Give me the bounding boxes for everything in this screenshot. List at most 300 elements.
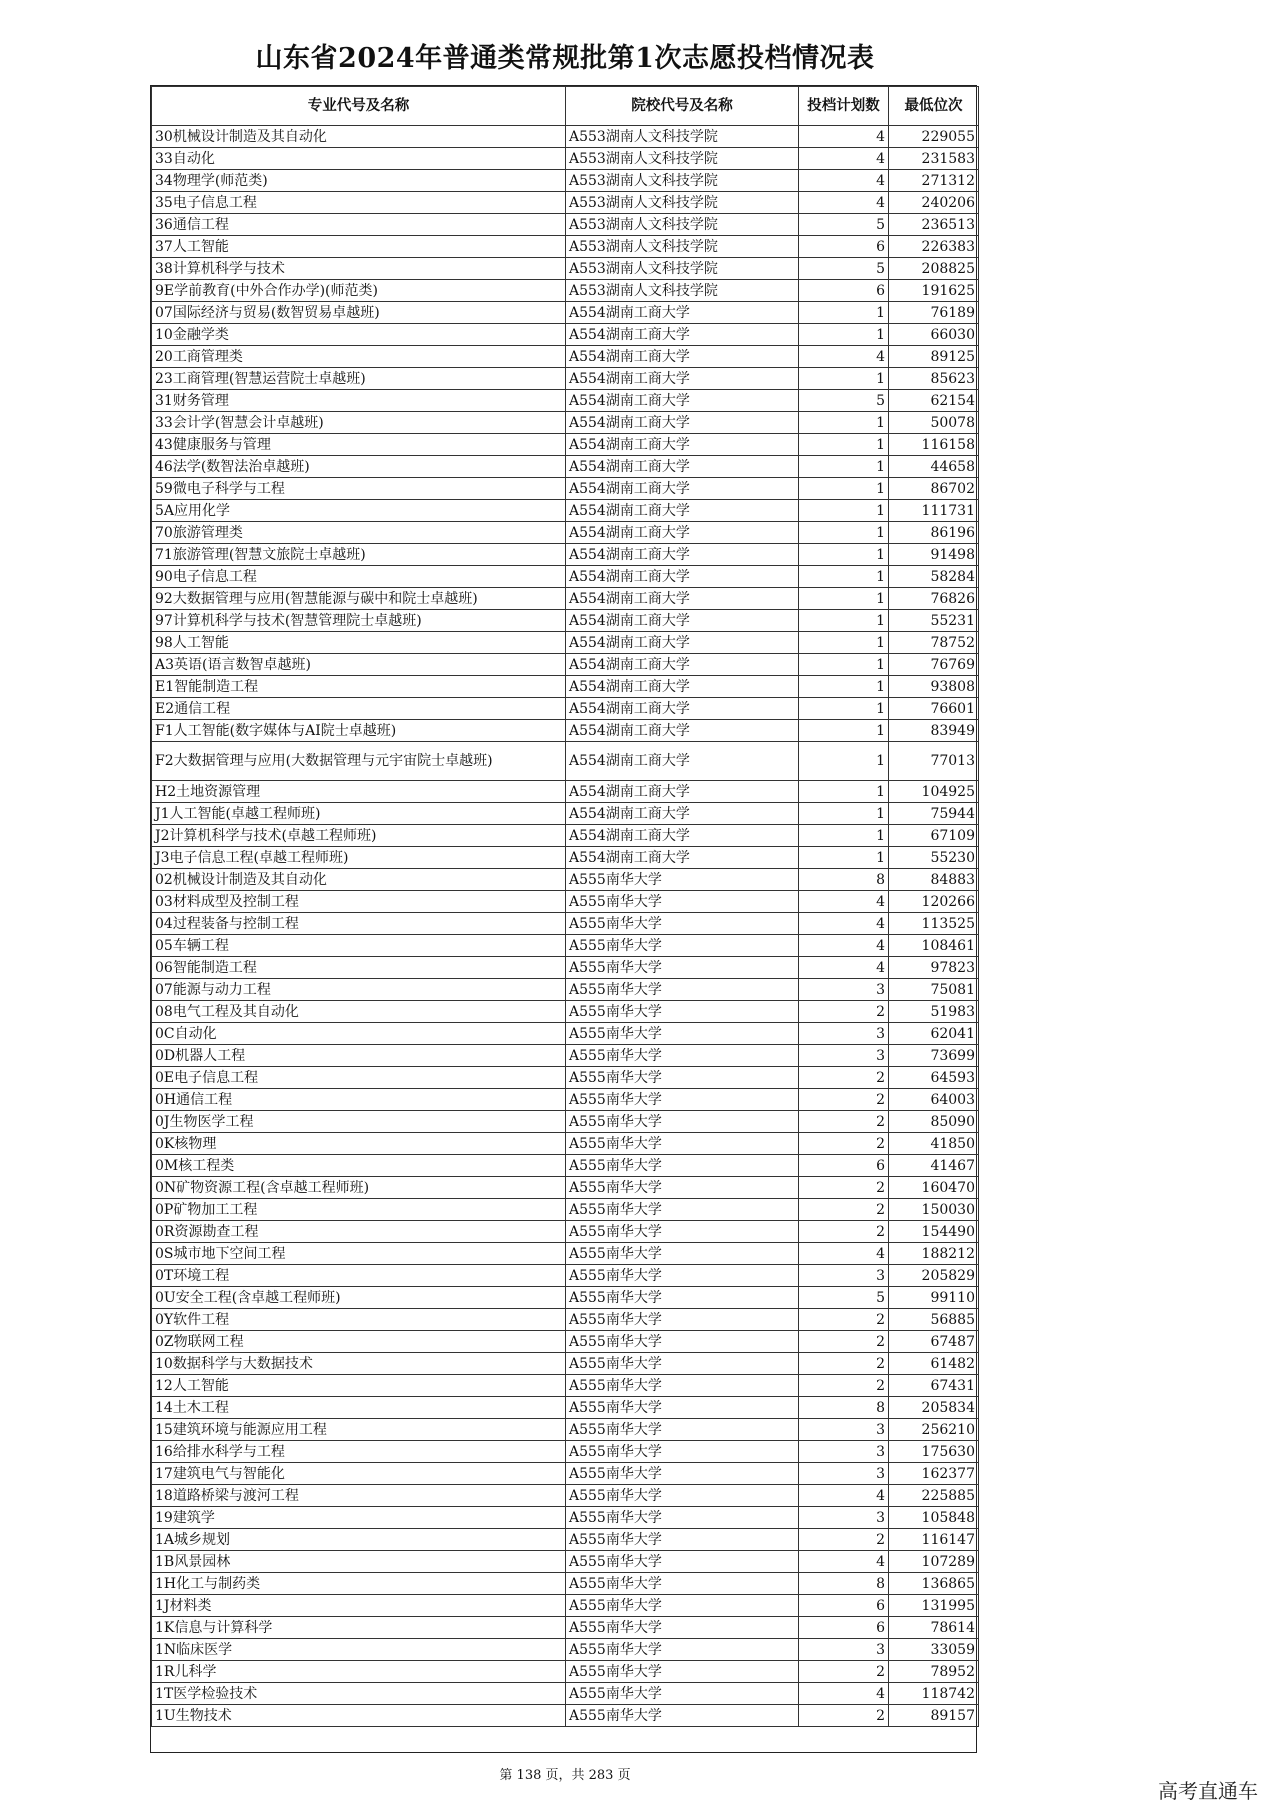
cell-major: 12人工智能	[152, 1375, 566, 1397]
cell-plan: 3	[799, 1441, 889, 1463]
cell-major: 07能源与动力工程	[152, 979, 566, 1001]
cell-major: F1人工智能(数字媒体与AI院士卓越班)	[152, 720, 566, 742]
cell-min-rank: 188212	[889, 1243, 979, 1265]
cell-school: A554湖南工商大学	[566, 654, 799, 676]
cell-school: A555南华大学	[566, 1485, 799, 1507]
cell-school: A554湖南工商大学	[566, 742, 799, 781]
cell-plan: 8	[799, 1573, 889, 1595]
cell-major: 0D机器人工程	[152, 1045, 566, 1067]
cell-plan: 2	[799, 1199, 889, 1221]
table-row	[152, 1573, 979, 1595]
cell-school: A555南华大学	[566, 1287, 799, 1309]
cell-min-rank: 136865	[889, 1573, 979, 1595]
table-row	[152, 1199, 979, 1221]
cell-school: A554湖南工商大学	[566, 478, 799, 500]
cell-plan: 2	[799, 1353, 889, 1375]
table-row	[152, 935, 979, 957]
table-row	[152, 258, 979, 280]
cell-plan: 3	[799, 1265, 889, 1287]
table-row	[152, 302, 979, 324]
cell-min-rank: 205829	[889, 1265, 979, 1287]
table-row	[152, 1705, 979, 1727]
admission-table	[150, 85, 977, 1753]
cell-school: A555南华大学	[566, 1023, 799, 1045]
cell-major: 30机械设计制造及其自动化	[152, 126, 566, 148]
cell-plan: 2	[799, 1309, 889, 1331]
cell-school: A554湖南工商大学	[566, 825, 799, 847]
cell-school: A554湖南工商大学	[566, 632, 799, 654]
cell-school: A554湖南工商大学	[566, 368, 799, 390]
cell-school: A554湖南工商大学	[566, 522, 799, 544]
cell-major: 35电子信息工程	[152, 192, 566, 214]
cell-major: 1T医学检验技术	[152, 1683, 566, 1705]
cell-school: A554湖南工商大学	[566, 566, 799, 588]
cell-plan: 2	[799, 1375, 889, 1397]
cell-major: 0U安全工程(含卓越工程师班)	[152, 1287, 566, 1309]
cell-plan: 1	[799, 368, 889, 390]
cell-plan: 1	[799, 324, 889, 346]
cell-school: A555南华大学	[566, 913, 799, 935]
cell-plan: 1	[799, 676, 889, 698]
table-row	[152, 346, 979, 368]
cell-plan: 1	[799, 610, 889, 632]
cell-plan: 1	[799, 478, 889, 500]
cell-plan: 6	[799, 1155, 889, 1177]
table-row	[152, 1683, 979, 1705]
cell-min-rank: 229055	[889, 126, 979, 148]
table-row	[152, 192, 979, 214]
cell-plan: 1	[799, 654, 889, 676]
cell-min-rank: 226383	[889, 236, 979, 258]
cell-min-rank: 41467	[889, 1155, 979, 1177]
cell-min-rank: 76769	[889, 654, 979, 676]
cell-major: 33自动化	[152, 148, 566, 170]
table-row	[152, 1309, 979, 1331]
cell-school: A555南华大学	[566, 1419, 799, 1441]
cell-school: A554湖南工商大学	[566, 720, 799, 742]
cell-school: A554湖南工商大学	[566, 803, 799, 825]
cell-major: 0C自动化	[152, 1023, 566, 1045]
table-row	[152, 1595, 979, 1617]
cell-major: 16给排水科学与工程	[152, 1441, 566, 1463]
table-row	[152, 412, 979, 434]
cell-major: 02机械设计制造及其自动化	[152, 869, 566, 891]
table-row	[152, 1089, 979, 1111]
cell-school: A554湖南工商大学	[566, 434, 799, 456]
cell-min-rank: 105848	[889, 1507, 979, 1529]
cell-school: A555南华大学	[566, 891, 799, 913]
cell-plan: 2	[799, 1529, 889, 1551]
cell-school: A555南华大学	[566, 1661, 799, 1683]
cell-major: 1U生物技术	[152, 1705, 566, 1727]
cell-major: 71旅游管理(智慧文旅院士卓越班)	[152, 544, 566, 566]
cell-plan: 1	[799, 522, 889, 544]
cell-major: 0E电子信息工程	[152, 1067, 566, 1089]
cell-plan: 4	[799, 935, 889, 957]
table-row	[152, 847, 979, 869]
cell-major: 1R儿科学	[152, 1661, 566, 1683]
cell-plan: 2	[799, 1089, 889, 1111]
cell-plan: 4	[799, 1243, 889, 1265]
cell-plan: 4	[799, 913, 889, 935]
cell-plan: 1	[799, 825, 889, 847]
cell-major: 18道路桥梁与渡河工程	[152, 1485, 566, 1507]
table-row	[152, 979, 979, 1001]
cell-plan: 4	[799, 891, 889, 913]
table-row	[152, 742, 979, 781]
cell-major: 03材料成型及控制工程	[152, 891, 566, 913]
cell-min-rank: 91498	[889, 544, 979, 566]
cell-min-rank: 131995	[889, 1595, 979, 1617]
table-row	[152, 1441, 979, 1463]
cell-plan: 8	[799, 1397, 889, 1419]
cell-min-rank: 64003	[889, 1089, 979, 1111]
cell-min-rank: 108461	[889, 935, 979, 957]
table-row	[152, 698, 979, 720]
cell-min-rank: 41850	[889, 1133, 979, 1155]
cell-school: A553湖南人文科技学院	[566, 236, 799, 258]
cell-major: 90电子信息工程	[152, 566, 566, 588]
cell-plan: 3	[799, 1639, 889, 1661]
cell-min-rank: 89157	[889, 1705, 979, 1727]
cell-min-rank: 84883	[889, 869, 979, 891]
cell-min-rank: 66030	[889, 324, 979, 346]
cell-plan: 4	[799, 170, 889, 192]
cell-major: 0M核工程类	[152, 1155, 566, 1177]
cell-major: 1N临床医学	[152, 1639, 566, 1661]
table-row	[152, 891, 979, 913]
cell-school: A555南华大学	[566, 1155, 799, 1177]
table-row	[152, 676, 979, 698]
table-row	[152, 1177, 979, 1199]
cell-min-rank: 76601	[889, 698, 979, 720]
cell-school: A555南华大学	[566, 1133, 799, 1155]
table-row	[152, 1507, 979, 1529]
table-row	[152, 456, 979, 478]
cell-school: A554湖南工商大学	[566, 847, 799, 869]
cell-major: 17建筑电气与智能化	[152, 1463, 566, 1485]
cell-school: A554湖南工商大学	[566, 781, 799, 803]
cell-min-rank: 175630	[889, 1441, 979, 1463]
watermark-text: 高考直通车	[1158, 1779, 1258, 1803]
cell-major: H2土地资源管理	[152, 781, 566, 803]
cell-major: 19建筑学	[152, 1507, 566, 1529]
cell-school: A555南华大学	[566, 1067, 799, 1089]
cell-school: A555南华大学	[566, 979, 799, 1001]
cell-school: A555南华大学	[566, 1243, 799, 1265]
cell-min-rank: 67109	[889, 825, 979, 847]
table-row	[152, 588, 979, 610]
cell-min-rank: 120266	[889, 891, 979, 913]
cell-min-rank: 73699	[889, 1045, 979, 1067]
table-row	[152, 610, 979, 632]
table-row	[152, 214, 979, 236]
table-row	[152, 368, 979, 390]
cell-major: 0R资源勘查工程	[152, 1221, 566, 1243]
table-row	[152, 1397, 979, 1419]
cell-school: A554湖南工商大学	[566, 302, 799, 324]
cell-major: 14土木工程	[152, 1397, 566, 1419]
cell-plan: 2	[799, 1001, 889, 1023]
cell-major: 0N矿物资源工程(含卓越工程师班)	[152, 1177, 566, 1199]
cell-school: A555南华大学	[566, 1463, 799, 1485]
cell-plan: 4	[799, 1485, 889, 1507]
cell-major: 59微电子科学与工程	[152, 478, 566, 500]
header-school: 院校代号及名称	[566, 87, 799, 126]
cell-min-rank: 62041	[889, 1023, 979, 1045]
cell-plan: 5	[799, 214, 889, 236]
cell-school: A555南华大学	[566, 1309, 799, 1331]
cell-major: 33会计学(智慧会计卓越班)	[152, 412, 566, 434]
cell-plan: 6	[799, 236, 889, 258]
cell-major: 0S城市地下空间工程	[152, 1243, 566, 1265]
cell-school: A555南华大学	[566, 1551, 799, 1573]
cell-min-rank: 56885	[889, 1309, 979, 1331]
cell-plan: 1	[799, 803, 889, 825]
table-row	[152, 825, 979, 847]
cell-major: J1人工智能(卓越工程师班)	[152, 803, 566, 825]
cell-school: A554湖南工商大学	[566, 500, 799, 522]
cell-plan: 5	[799, 258, 889, 280]
cell-min-rank: 78752	[889, 632, 979, 654]
table-row	[152, 1639, 979, 1661]
cell-school: A555南华大学	[566, 1089, 799, 1111]
table-row	[152, 803, 979, 825]
cell-school: A555南华大学	[566, 1705, 799, 1727]
cell-min-rank: 154490	[889, 1221, 979, 1243]
cell-plan: 1	[799, 698, 889, 720]
cell-school: A555南华大学	[566, 1177, 799, 1199]
cell-min-rank: 97823	[889, 957, 979, 979]
cell-major: 05车辆工程	[152, 935, 566, 957]
cell-plan: 5	[799, 1287, 889, 1309]
cell-min-rank: 33059	[889, 1639, 979, 1661]
cell-plan: 6	[799, 1617, 889, 1639]
cell-major: 97计算机科学与技术(智慧管理院士卓越班)	[152, 610, 566, 632]
table-row	[152, 1265, 979, 1287]
cell-school: A553湖南人文科技学院	[566, 170, 799, 192]
cell-school: A555南华大学	[566, 957, 799, 979]
cell-plan: 3	[799, 1023, 889, 1045]
cell-min-rank: 50078	[889, 412, 979, 434]
cell-school: A553湖南人文科技学院	[566, 280, 799, 302]
cell-min-rank: 116147	[889, 1529, 979, 1551]
cell-min-rank: 67431	[889, 1375, 979, 1397]
cell-plan: 3	[799, 1507, 889, 1529]
table-row	[152, 1155, 979, 1177]
cell-school: A553湖南人文科技学院	[566, 126, 799, 148]
cell-major: 0J生物医学工程	[152, 1111, 566, 1133]
cell-major: 06智能制造工程	[152, 957, 566, 979]
cell-major: 10金融学类	[152, 324, 566, 346]
cell-min-rank: 75081	[889, 979, 979, 1001]
table-row	[152, 126, 979, 148]
cell-plan: 4	[799, 126, 889, 148]
cell-plan: 2	[799, 1221, 889, 1243]
cell-plan: 3	[799, 1419, 889, 1441]
cell-plan: 1	[799, 412, 889, 434]
cell-major: 07国际经济与贸易(数智贸易卓越班)	[152, 302, 566, 324]
table-row	[152, 478, 979, 500]
table-row	[152, 1023, 979, 1045]
cell-min-rank: 162377	[889, 1463, 979, 1485]
header-min-rank: 最低位次	[889, 87, 979, 126]
cell-school: A554湖南工商大学	[566, 456, 799, 478]
cell-min-rank: 271312	[889, 170, 979, 192]
cell-min-rank: 78952	[889, 1661, 979, 1683]
cell-major: J2计算机科学与技术(卓越工程师班)	[152, 825, 566, 847]
cell-school: A555南华大学	[566, 1111, 799, 1133]
cell-major: 31财务管理	[152, 390, 566, 412]
cell-major: A3英语(语言数智卓越班)	[152, 654, 566, 676]
cell-school: A554湖南工商大学	[566, 698, 799, 720]
table-row	[152, 1331, 979, 1353]
table-row	[152, 1551, 979, 1573]
cell-plan: 3	[799, 979, 889, 1001]
cell-plan: 4	[799, 148, 889, 170]
table-row	[152, 1045, 979, 1067]
cell-min-rank: 76189	[889, 302, 979, 324]
table-row	[152, 869, 979, 891]
cell-min-rank: 231583	[889, 148, 979, 170]
cell-plan: 2	[799, 1067, 889, 1089]
table-row	[152, 236, 979, 258]
cell-major: E2通信工程	[152, 698, 566, 720]
cell-school: A555南华大学	[566, 1617, 799, 1639]
cell-plan: 1	[799, 434, 889, 456]
header-plan: 投档计划数	[799, 87, 889, 126]
cell-school: A555南华大学	[566, 1375, 799, 1397]
table-row	[152, 1463, 979, 1485]
cell-school: A553湖南人文科技学院	[566, 192, 799, 214]
cell-major: E1智能制造工程	[152, 676, 566, 698]
cell-min-rank: 111731	[889, 500, 979, 522]
cell-school: A555南华大学	[566, 1353, 799, 1375]
cell-min-rank: 191625	[889, 280, 979, 302]
cell-min-rank: 236513	[889, 214, 979, 236]
cell-min-rank: 67487	[889, 1331, 979, 1353]
table-row	[152, 1111, 979, 1133]
cell-school: A555南华大学	[566, 1507, 799, 1529]
cell-school: A554湖南工商大学	[566, 346, 799, 368]
cell-plan: 2	[799, 1133, 889, 1155]
cell-plan: 8	[799, 869, 889, 891]
cell-plan: 1	[799, 302, 889, 324]
table-row	[152, 1287, 979, 1309]
cell-min-rank: 93808	[889, 676, 979, 698]
cell-plan: 1	[799, 500, 889, 522]
cell-min-rank: 107289	[889, 1551, 979, 1573]
page-title: 山东省2024年普通类常规批第1次志愿投档情况表	[255, 43, 875, 74]
cell-min-rank: 75944	[889, 803, 979, 825]
table-header-row	[152, 87, 979, 126]
table-row	[152, 913, 979, 935]
cell-major: 1A城乡规划	[152, 1529, 566, 1551]
cell-major: 08电气工程及其自动化	[152, 1001, 566, 1023]
cell-min-rank: 55230	[889, 847, 979, 869]
cell-school: A555南华大学	[566, 1199, 799, 1221]
cell-min-rank: 208825	[889, 258, 979, 280]
cell-school: A555南华大学	[566, 1595, 799, 1617]
cell-major: 1B风景园林	[152, 1551, 566, 1573]
table-row	[152, 500, 979, 522]
table-row	[152, 632, 979, 654]
table-row	[152, 1067, 979, 1089]
cell-plan: 1	[799, 456, 889, 478]
table-row	[152, 1529, 979, 1551]
cell-min-rank: 86196	[889, 522, 979, 544]
cell-school: A555南华大学	[566, 1441, 799, 1463]
cell-school: A553湖南人文科技学院	[566, 214, 799, 236]
table-row	[152, 148, 979, 170]
cell-min-rank: 44658	[889, 456, 979, 478]
cell-major: 36通信工程	[152, 214, 566, 236]
cell-major: 0Z物联网工程	[152, 1331, 566, 1353]
table-row	[152, 544, 979, 566]
cell-major: 0P矿物加工工程	[152, 1199, 566, 1221]
cell-plan: 1	[799, 632, 889, 654]
cell-min-rank: 89125	[889, 346, 979, 368]
cell-major: 34物理学(师范类)	[152, 170, 566, 192]
cell-major: 23工商管理(智慧运营院士卓越班)	[152, 368, 566, 390]
cell-plan: 4	[799, 957, 889, 979]
cell-min-rank: 240206	[889, 192, 979, 214]
table-row	[152, 1221, 979, 1243]
cell-min-rank: 78614	[889, 1617, 979, 1639]
cell-school: A555南华大学	[566, 1639, 799, 1661]
cell-school: A555南华大学	[566, 1001, 799, 1023]
cell-min-rank: 104925	[889, 781, 979, 803]
cell-school: A555南华大学	[566, 1683, 799, 1705]
cell-school: A555南华大学	[566, 1573, 799, 1595]
cell-school: A554湖南工商大学	[566, 610, 799, 632]
cell-plan: 1	[799, 781, 889, 803]
cell-min-rank: 85623	[889, 368, 979, 390]
cell-plan: 2	[799, 1661, 889, 1683]
cell-school: A555南华大学	[566, 1529, 799, 1551]
table-row	[152, 1661, 979, 1683]
cell-major: 0K核物理	[152, 1133, 566, 1155]
cell-school: A555南华大学	[566, 1265, 799, 1287]
cell-min-rank: 51983	[889, 1001, 979, 1023]
table-row	[152, 170, 979, 192]
cell-school: A554湖南工商大学	[566, 676, 799, 698]
cell-school: A554湖南工商大学	[566, 324, 799, 346]
cell-plan: 1	[799, 544, 889, 566]
table-row	[152, 1001, 979, 1023]
cell-min-rank: 118742	[889, 1683, 979, 1705]
table-row	[152, 390, 979, 412]
table-row	[152, 1419, 979, 1441]
table-row	[152, 1353, 979, 1375]
cell-school: A555南华大学	[566, 1045, 799, 1067]
cell-plan: 2	[799, 1705, 889, 1727]
header-major: 专业代号及名称	[152, 87, 566, 126]
cell-major: 0Y软件工程	[152, 1309, 566, 1331]
cell-min-rank: 55231	[889, 610, 979, 632]
cell-major: F2大数据管理与应用(大数据管理与元宇宙院士卓越班)	[152, 742, 566, 781]
cell-major: 1J材料类	[152, 1595, 566, 1617]
table-row	[152, 720, 979, 742]
cell-major: 1K信息与计算科学	[152, 1617, 566, 1639]
table-row	[152, 1133, 979, 1155]
cell-min-rank: 225885	[889, 1485, 979, 1507]
table-row	[152, 324, 979, 346]
cell-major: 0T环境工程	[152, 1265, 566, 1287]
cell-min-rank: 113525	[889, 913, 979, 935]
cell-min-rank: 61482	[889, 1353, 979, 1375]
table-row	[152, 566, 979, 588]
